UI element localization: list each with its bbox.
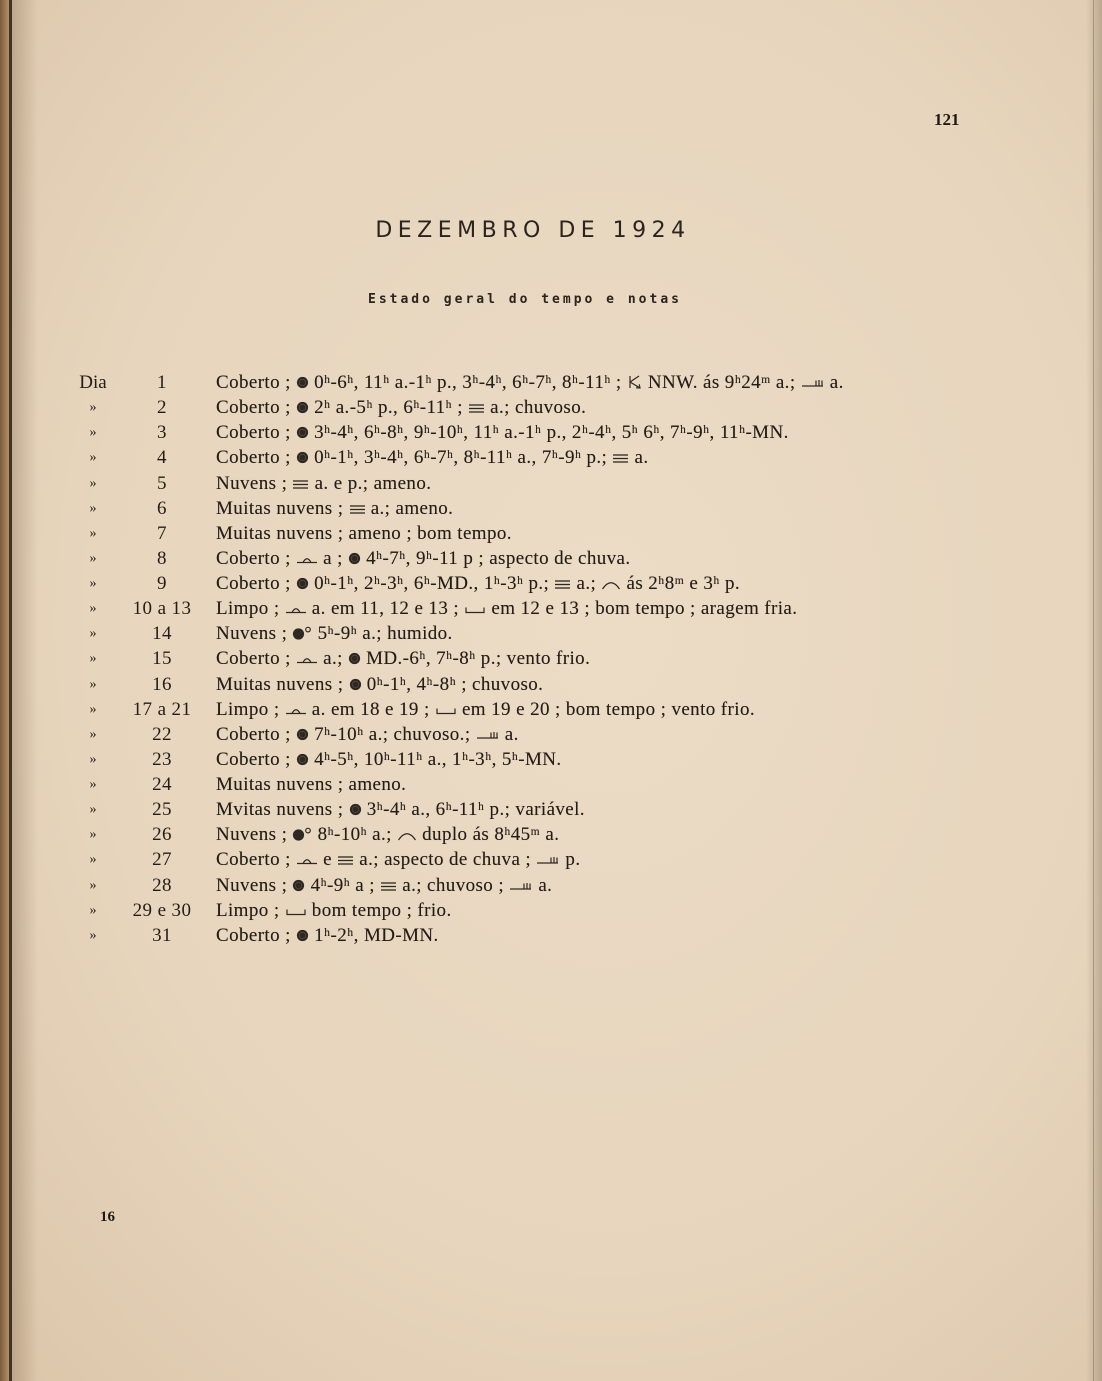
day-number: 3	[157, 422, 167, 444]
note-text: 4ʰ-9ʰ a ;	[305, 874, 381, 896]
note-text: Coberto ;	[216, 849, 296, 871]
note-text: Nuvens ;	[216, 824, 293, 846]
ditto-mark: »	[89, 626, 97, 642]
note-text: a.	[629, 447, 649, 469]
ditto-mark: »	[89, 701, 97, 717]
table-row	[0, 747, 1102, 772]
note-text: Coberto ;	[216, 547, 296, 569]
table-row	[0, 621, 1102, 646]
day-number: 25	[152, 799, 172, 821]
note-text: em 12 e 13 ; bom tempo ; aragem fria.	[486, 598, 798, 620]
note-text: a. em 18 e 19 ;	[306, 698, 435, 720]
day-number: 6	[157, 497, 167, 519]
weather-notes	[216, 722, 519, 747]
weather-notes	[216, 847, 580, 872]
note-text: 4ʰ-7ʰ, 9ʰ-11 p ; aspecto de chuva.	[360, 547, 631, 569]
note-text: Coberto ;	[216, 748, 296, 770]
ditto-mark: »	[89, 475, 97, 491]
weather-notes	[216, 471, 431, 496]
note-text: 1ʰ-2ʰ, MD-MN.	[309, 924, 439, 946]
note-text: 0ʰ-1ʰ, 4ʰ-8ʰ ; chuvoso.	[361, 673, 544, 695]
weather-notes	[216, 697, 755, 722]
note-text: NNW. ás 9ʰ24ᵐ a.;	[642, 372, 801, 393]
ditto-mark: »	[89, 927, 97, 943]
ditto-mark: »	[89, 802, 97, 818]
note-text: Coberto ;	[216, 723, 296, 745]
day-number: 23	[152, 748, 172, 770]
weather-notes	[216, 898, 452, 923]
note-text: a.;	[318, 648, 348, 670]
note-text: 0ʰ-1ʰ, 3ʰ-4ʰ, 6ʰ-7ʰ, 8ʰ-11ʰ a., 7ʰ-9ʰ p.;	[309, 447, 613, 469]
note-text: em 19 e 20 ; bom tempo ; vento frio.	[456, 698, 755, 720]
note-text: Coberto ;	[216, 422, 296, 444]
hoarfrost-icon	[435, 704, 457, 716]
note-text: a.; chuvoso ;	[397, 874, 510, 896]
weather-notes	[216, 822, 559, 847]
weather-notes	[216, 873, 552, 898]
table-row	[0, 722, 1102, 747]
day-number: 15	[152, 648, 172, 670]
day-number: 27	[152, 849, 172, 871]
ditto-mark: »	[89, 852, 97, 868]
weather-notes	[216, 772, 406, 797]
note-text: ás 2ʰ8ᵐ e 3ʰ p.	[621, 573, 741, 594]
day-number: 14	[152, 623, 172, 645]
dew-icon	[296, 854, 318, 866]
note-text: a.	[533, 874, 553, 896]
table-row	[0, 772, 1102, 797]
drizzle-icon	[292, 827, 312, 841]
rain-icon	[296, 753, 309, 766]
strong-wind-icon	[509, 880, 533, 892]
page-subtitle: Estado geral do tempo e notas	[368, 292, 682, 307]
table-row	[0, 847, 1102, 872]
table-row	[0, 471, 1102, 496]
dew-icon	[285, 704, 307, 716]
note-text: 3ʰ-4ʰ, 6ʰ-8ʰ, 9ʰ-10ʰ, 11ʰ a.-1ʰ p., 2ʰ-4ʰ, 5ʰ 6ʰ, 7ʰ-9ʰ, 11ʰ-MN.	[309, 422, 789, 444]
note-text: 0ʰ-1ʰ, 2ʰ-3ʰ, 6ʰ-MD., 1ʰ-3ʰ p.;	[309, 573, 555, 594]
ditto-mark: »	[89, 726, 97, 742]
weather-notes	[216, 370, 844, 395]
ditto-mark: »	[89, 877, 97, 893]
table-row	[0, 797, 1102, 822]
day-number: 24	[152, 774, 172, 795]
rain-icon	[349, 678, 362, 691]
note-text: a.; aspecto de chuva ;	[354, 849, 537, 871]
note-text: Coberto ;	[216, 648, 296, 670]
ditto-mark: »	[89, 827, 97, 843]
day-number: 31	[152, 924, 172, 946]
weather-notes	[216, 621, 453, 646]
thunderstorm-icon	[627, 375, 643, 389]
note-text: 0ʰ-6ʰ, 11ʰ a.-1ʰ p., 3ʰ-4ʰ, 6ʰ-7ʰ, 8ʰ-11ʰ ;	[309, 372, 627, 393]
note-text: a.;	[571, 573, 602, 594]
strong-wind-icon	[801, 377, 825, 389]
fog-icon	[554, 578, 571, 590]
note-text: Limpo ;	[216, 598, 285, 620]
weather-notes	[216, 923, 439, 948]
page-title: DEZEMBRO DE 1924	[375, 218, 691, 243]
ditto-mark: »	[89, 400, 97, 416]
table-row	[0, 571, 1102, 596]
table-row	[0, 646, 1102, 671]
page-number: 121	[934, 110, 960, 129]
table-row	[0, 596, 1102, 621]
day-label: Dia	[79, 372, 107, 393]
rain-icon	[296, 401, 309, 414]
strong-wind-icon	[536, 854, 560, 866]
note-text: bom tempo ; frio.	[306, 899, 452, 921]
rain-icon	[296, 728, 309, 741]
note-text: 3ʰ-4ʰ a., 6ʰ-11ʰ p.; variável.	[361, 799, 585, 821]
dew-icon	[296, 653, 318, 665]
weather-notes	[216, 420, 789, 445]
rainbow-icon	[397, 829, 417, 841]
rain-icon	[292, 879, 305, 892]
note-text: Muitas nuvens ; ameno.	[216, 774, 407, 795]
rain-icon	[296, 577, 309, 590]
weather-notes	[216, 596, 797, 621]
table-row	[0, 898, 1102, 923]
rainbow-icon	[601, 578, 621, 590]
weather-notes	[216, 571, 740, 596]
ditto-mark: »	[89, 601, 97, 617]
day-number: 17 a 21	[132, 698, 192, 720]
rain-icon	[348, 652, 361, 665]
day-number: 1	[157, 372, 167, 393]
note-text: Coberto ;	[216, 397, 296, 419]
day-number: 16	[152, 673, 172, 695]
note-text: Mvitas nuvens ;	[216, 799, 349, 821]
weather-notes	[216, 747, 562, 772]
ditto-mark: »	[89, 676, 97, 692]
rain-icon	[296, 929, 309, 942]
table-row	[0, 546, 1102, 571]
note-text: a ;	[318, 547, 348, 569]
note-text: a.; ameno.	[365, 497, 454, 519]
note-text: 7ʰ-10ʰ a.; chuvoso.;	[309, 723, 476, 745]
note-text: Coberto ;	[216, 372, 296, 393]
note-text: Coberto ;	[216, 573, 296, 594]
ditto-mark: »	[89, 576, 97, 591]
table-row	[0, 395, 1102, 420]
ditto-mark: »	[89, 425, 97, 441]
fog-icon	[468, 402, 485, 414]
note-text: a.; chuvoso.	[485, 397, 587, 419]
note-text: 4ʰ-5ʰ, 10ʰ-11ʰ a., 1ʰ-3ʰ, 5ʰ-MN.	[309, 748, 562, 770]
note-text: 2ʰ a.-5ʰ p., 6ʰ-11ʰ ;	[309, 397, 469, 419]
note-text: 8ʰ-10ʰ a.;	[312, 824, 397, 846]
note-text: Nuvens ;	[216, 874, 293, 896]
strong-wind-icon	[476, 729, 500, 741]
note-text: Muitas nuvens ;	[216, 497, 349, 519]
fog-icon	[612, 452, 629, 464]
rain-icon	[296, 376, 309, 389]
hoarfrost-icon	[464, 603, 486, 615]
note-text: Nuvens ;	[216, 623, 293, 645]
day-number: 7	[157, 522, 167, 544]
weather-notes	[216, 395, 586, 420]
ditto-mark: »	[89, 450, 97, 466]
rain-icon	[296, 426, 309, 439]
fog-icon	[349, 503, 366, 515]
dew-icon	[296, 553, 318, 565]
ditto-mark: »	[89, 651, 97, 667]
day-number: 26	[152, 824, 172, 846]
note-text: Limpo ;	[216, 899, 285, 921]
note-text: Muitas nuvens ;	[216, 673, 349, 695]
weather-notes	[216, 546, 631, 571]
note-text: Muitas nuvens ; ameno ; bom tempo.	[216, 522, 512, 544]
ditto-mark: »	[89, 902, 97, 918]
table-row	[0, 370, 1102, 395]
note-text: a. e p.; ameno.	[309, 472, 432, 494]
daily-weather-table	[0, 370, 1102, 948]
day-number: 29 e 30	[132, 899, 192, 921]
note-text: e	[318, 849, 338, 871]
table-row	[0, 496, 1102, 521]
note-text: a.	[499, 723, 519, 745]
weather-notes	[216, 672, 543, 697]
ditto-mark: »	[89, 777, 97, 792]
rain-icon	[348, 552, 361, 565]
drizzle-icon	[292, 626, 312, 640]
day-number: 28	[152, 874, 172, 896]
table-row	[0, 420, 1102, 445]
table-row	[0, 873, 1102, 898]
note-text: a.	[824, 372, 844, 393]
day-number: 8	[157, 547, 167, 569]
day-number: 10 a 13	[132, 598, 192, 620]
table-row	[0, 923, 1102, 948]
dew-icon	[285, 603, 307, 615]
note-text: Coberto ;	[216, 924, 296, 946]
day-number: 2	[157, 397, 167, 419]
note-text: a. em 11, 12 e 13 ;	[306, 598, 465, 620]
ditto-mark: »	[89, 751, 97, 767]
weather-notes	[216, 797, 585, 822]
fog-icon	[380, 880, 397, 892]
ditto-mark: »	[89, 550, 97, 566]
note-text: p.	[560, 849, 581, 871]
weather-notes	[216, 496, 453, 521]
day-number: 22	[152, 723, 172, 745]
note-text: Coberto ;	[216, 447, 296, 469]
fog-icon	[292, 478, 309, 490]
rain-icon	[349, 803, 362, 816]
note-text: MD.-6ʰ, 7ʰ-8ʰ p.; vento frio.	[360, 648, 591, 670]
table-row	[0, 697, 1102, 722]
note-text: Limpo ;	[216, 698, 285, 720]
note-text: duplo ás 8ʰ45ᵐ a.	[417, 824, 560, 846]
table-row	[0, 672, 1102, 697]
ditto-mark: »	[89, 500, 97, 516]
table-row	[0, 521, 1102, 546]
table-row	[0, 822, 1102, 847]
signature-number: 16	[100, 1209, 115, 1225]
day-number: 4	[157, 447, 167, 469]
weather-notes	[216, 445, 649, 470]
weather-notes	[216, 521, 512, 546]
note-text: 5ʰ-9ʰ a.; humido.	[312, 623, 453, 645]
weather-notes	[216, 646, 590, 671]
table-row	[0, 445, 1102, 470]
hoarfrost-icon	[285, 905, 307, 917]
ditto-mark: »	[89, 525, 97, 541]
note-text: Nuvens ;	[216, 472, 293, 494]
fog-icon	[337, 854, 354, 866]
day-number: 5	[157, 472, 167, 494]
rain-icon	[296, 451, 309, 464]
day-number: 9	[157, 573, 167, 594]
